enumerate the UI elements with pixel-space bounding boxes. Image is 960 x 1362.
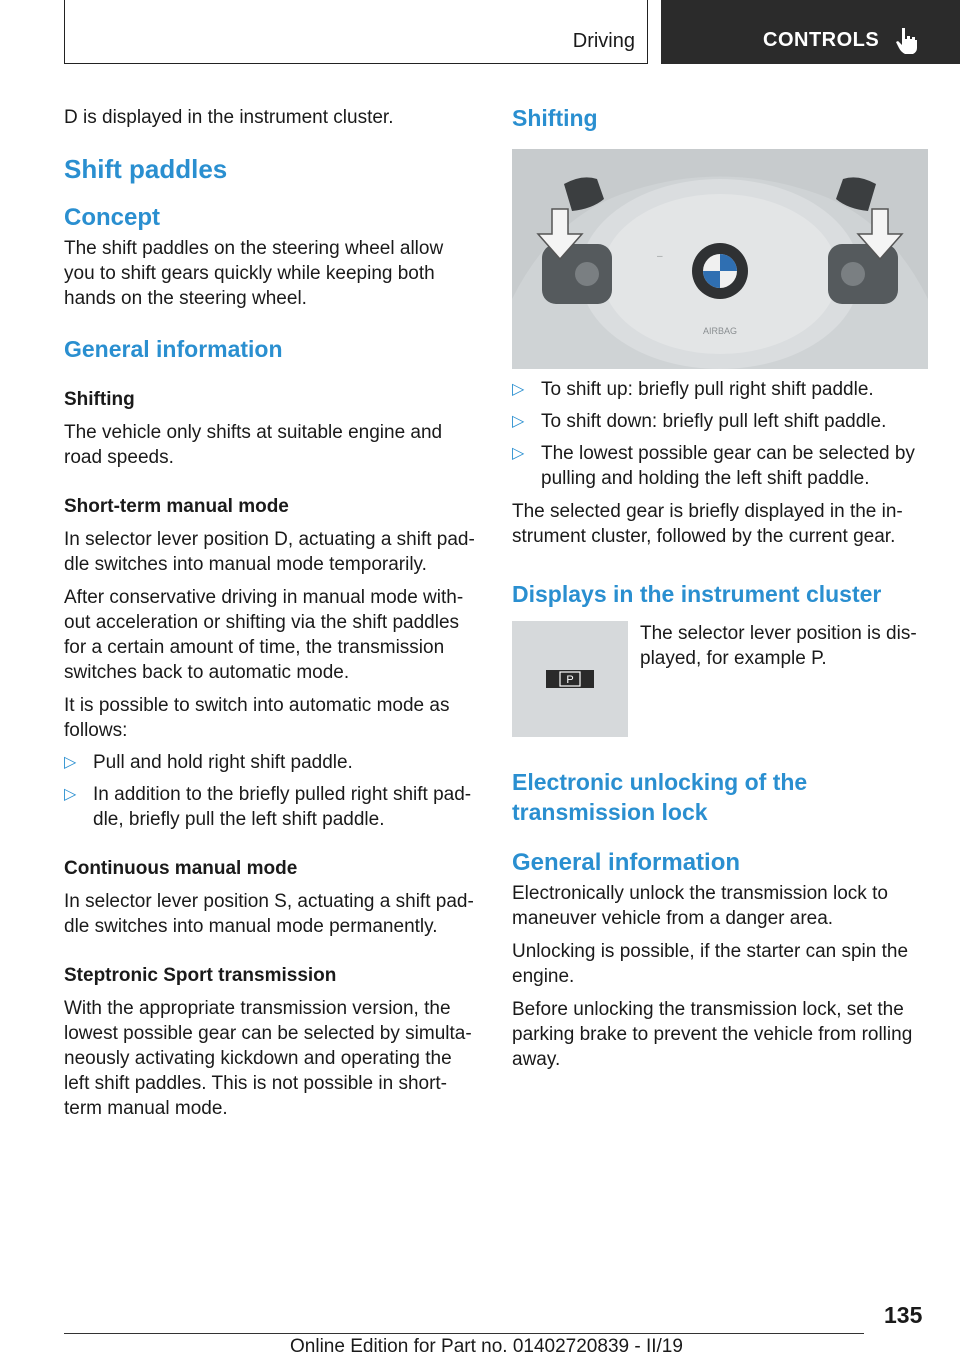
footer-edition: Online Edition for Part no. 01402720839 - II/19: [290, 1336, 683, 1357]
general-info-heading-right: General information: [512, 849, 741, 876]
page-number: 135: [884, 1302, 923, 1328]
header-chapter-title: CONTROLS: [763, 29, 880, 51]
right-column: [512, 100, 928, 1072]
continuous-text: In selector lever position S, actuating a shift pad‐dle switches into manual mode permanently.: [64, 891, 474, 937]
footer-divider: [64, 1333, 864, 1334]
steptronic-subheading: Steptronic Sport transmission: [64, 965, 337, 986]
svg-text:–: –: [657, 251, 663, 262]
list-item: ▷ To shift down: briefly pull left shift paddle.: [512, 411, 887, 432]
short-term-text: In selector lever position D, actuating a shift pad‐dle switches into manual mode temporarily.: [64, 529, 475, 575]
pointing-hand-icon: [894, 26, 920, 54]
header-section-title: Driving: [572, 30, 635, 52]
unlock-text-3: Before unlocking the transmission lock, set the parking brake to prevent the vehicle from rolling away.: [512, 999, 913, 1070]
shifting-subheading: Shifting: [64, 389, 135, 410]
automatic-mode-list: [64, 750, 476, 832]
instrument-cluster-p-image: [512, 621, 628, 737]
triangle-bullet-icon: ▷: [64, 754, 77, 771]
after-text: After conservative driving in manual mode with‐out acceleration or shifting via the shift paddles for a certain amount of time, the transmission switches back to automatic mode.: [64, 587, 464, 683]
unlocking-heading: Electronic unlocking of the transmission lock: [512, 769, 808, 825]
shifting-heading: Shifting: [512, 105, 598, 131]
triangle-bullet-icon: ▷: [512, 413, 525, 430]
list-item: ▷ To shift up: briefly pull right shift paddle.: [512, 379, 874, 400]
general-info-heading: General information: [64, 336, 283, 362]
continuous-subheading: Continuous manual mode: [64, 858, 298, 879]
airbag-label: AIRBAG: [702, 326, 738, 336]
svg-text:P: P: [566, 674, 574, 686]
list-item: ▷ In addition to the briefly pulled right shift pad‐dle, briefly pull the left shift paddle.: [64, 784, 472, 830]
unlock-text-1: Electronically unlock the transmission lock to maneuver vehicle from a danger area.: [512, 883, 888, 929]
display-example-row: [512, 621, 928, 739]
short-term-subheading: Short-term manual mode: [64, 496, 289, 517]
shifting-text: The vehicle only shifts at suitable engine and road speeds.: [64, 422, 443, 468]
unlock-text-2: Unlocking is possible, if the starter can spin the engine.: [512, 941, 909, 987]
intro-text: D is displayed in the instrument cluster.: [64, 107, 394, 128]
possible-text: It is possible to switch into automatic mode as follows:: [64, 695, 450, 741]
triangle-bullet-icon: ▷: [512, 381, 525, 398]
header-chapter-box: [661, 0, 960, 64]
concept-heading: Concept: [64, 204, 160, 231]
shift-paddles-heading: Shift paddles: [64, 154, 228, 184]
list-item: ▷ Pull and hold right shift paddle.: [64, 752, 353, 773]
left-column: [64, 100, 476, 1121]
steptronic-text: With the appropriate transmission version, the lowest possible gear can be selected by simulta‐neously activating kickdown and operating the left shift paddles. This is not possible in short-term manual mode.: [64, 998, 472, 1119]
paddle-list: [512, 377, 928, 491]
triangle-bullet-icon: ▷: [512, 445, 525, 462]
steering-wheel-illustration: [512, 149, 928, 369]
displays-heading: Displays in the instrument cluster: [512, 581, 882, 607]
list-item: ▷ The lowest possible gear can be selected by pulling and holding the left shift paddle.: [512, 443, 915, 489]
display-text: The selector lever position is dis‐played, for example P.: [640, 623, 917, 669]
header-section-box: [64, 0, 648, 64]
selected-gear-text: The selected gear is briefly displayed in the in‐strument cluster, followed by the current gear.: [512, 501, 903, 547]
triangle-bullet-icon: ▷: [64, 786, 77, 803]
concept-text: The shift paddles on the steering wheel allow you to shift gears quickly while keeping both hands on the steering wheel.: [64, 238, 444, 309]
